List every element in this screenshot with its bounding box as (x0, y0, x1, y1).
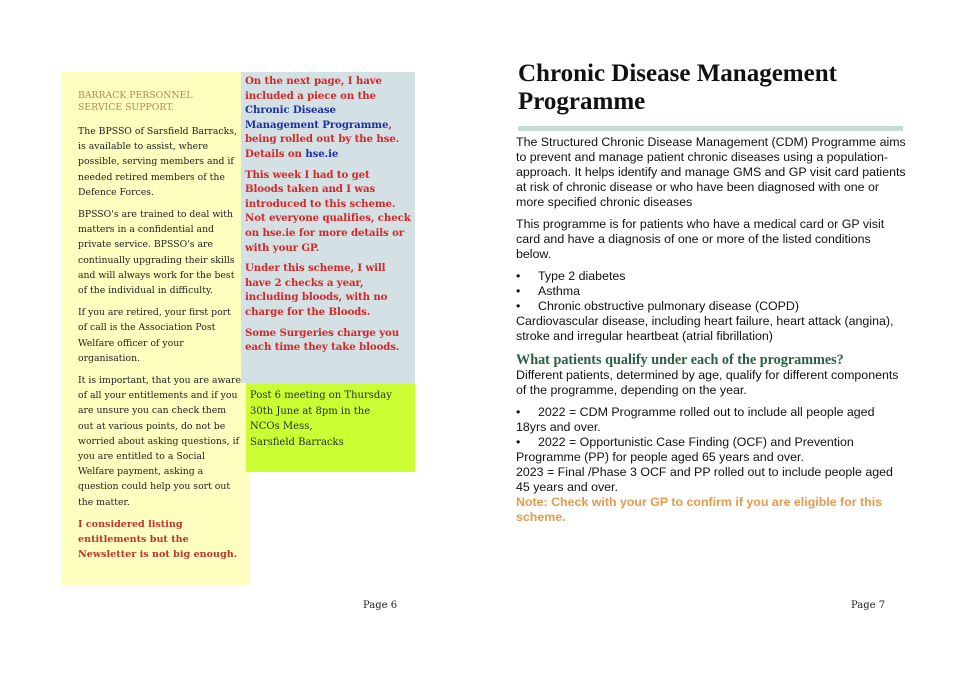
list-item (516, 405, 908, 435)
timeline-extra: 2023 = Final /Phase 3 OCF and PP rolled out to include people aged 45 years and over. (516, 465, 893, 494)
closing-note: I considered listing entitlements but the Newsletter is not big enough. (78, 518, 238, 561)
title-line: Programme (518, 88, 646, 115)
cdm-intro (245, 74, 411, 162)
section-heading: What patients qualify under each of the programmes? (516, 352, 844, 368)
title-divider (518, 126, 903, 131)
meeting-notice (250, 388, 409, 450)
page-title (518, 60, 918, 116)
meeting-line: NCOs Mess, (250, 421, 313, 432)
conditions-extra: Cardiovascular disease, including heart failure, heart attack (angina), stroke and irregular heartbeat (atrial fibrillation) (516, 314, 894, 343)
bullet-icon: • (516, 299, 521, 313)
meeting-line: Post 6 meeting on Thursday (250, 390, 392, 401)
eligibility-note: Note: Check with your GP to confirm if you are eligible for this scheme. (516, 495, 883, 524)
list-item (516, 284, 908, 299)
bullet-icon: • (516, 435, 521, 449)
condition-text: Asthma (538, 284, 581, 298)
conditions-list (516, 269, 908, 314)
intro-text: , being rolled out by the hse. Details on (245, 118, 400, 160)
condition-text: Type 2 diabetes (538, 269, 626, 283)
section-paragraph: Different patients, determined by age, qualify for different components of the programme, depending on the year. (516, 368, 899, 397)
hse-link[interactable]: hse.ie (305, 147, 339, 160)
bpsso-paragraph: It is important, that you are aware of all your entitlements and if you are unsure you can check them out at various points, do not be worried about asking questions, if you are entitled to a Social Welfare payment, asking a question could help you sort out the matter. (78, 375, 241, 508)
list-item (516, 299, 908, 314)
bullet-icon: • (516, 284, 521, 298)
bpsso-heading (78, 90, 242, 114)
list-item (516, 269, 908, 284)
meeting-line: 30th June at 8pm in the (250, 405, 371, 417)
heading-line: SERVICE SUPPORT. (78, 102, 175, 113)
cdm-notice-box (241, 72, 415, 383)
bpsso-paragraph: The BPSSO of Sarsfield Barracks, is available to assist, where possible, serving members and if needed retired members of the Defence Forces. (78, 126, 237, 198)
notice-paragraph: Some Surgeries charge you each time they take bloods. (245, 326, 400, 354)
bpsso-paragraph: BPSSO's are trained to deal with matters in a confidential and private service. BPSSO's are continually upgrading their skills and will always work for the best of the individual in difficulty. (78, 209, 235, 297)
heading-line: BARRACK PERSONNEL (78, 90, 193, 101)
meeting-line: Sarsfield Barracks (250, 436, 344, 448)
list-item (516, 435, 908, 465)
timeline-list (516, 405, 908, 465)
bullet-icon: • (516, 269, 521, 283)
cdm-article (516, 135, 908, 525)
intro-paragraph: The Structured Chronic Disease Management (CDM) Programme aims to prevent and manage patient chronic diseases using a population-approach. It helps identify and manage GMS and GP visit card patients at risk of chronic disease or who have been diagnosed with one or more specified chronic diseases (516, 135, 906, 209)
notice-paragraph: This week I had to get Bloods taken and I was introduced to this scheme. Not everyone qualifies, check on hse.ie for more details or with your GP. (245, 168, 411, 254)
condition-text: Chronic obstructive pulmonary disease (COPD) (538, 299, 799, 313)
page-number: Page 7 (851, 600, 886, 611)
notice-paragraph: Under this scheme, I will have 2 checks a year, including bloods, with no charge for the Bloods. (245, 262, 388, 318)
cdm-programme-name: Chronic Disease Management Programme (245, 104, 389, 131)
page-number: Page 6 (363, 600, 398, 611)
bpsso-paragraph: If you are retired, your first port of call is the Association Post Welfare officer of your organisation. (78, 307, 231, 364)
timeline-text: 2022 = Opportunistic Case Finding (OCF) and Prevention Programme (PP) for people aged 65 years and over. (516, 435, 854, 464)
intro-text: On the next page, I have included a piece on the (245, 75, 382, 102)
bpsso-info-box (61, 72, 250, 585)
eligibility-paragraph: This programme is for patients who have a medical card or GP visit card and have a diagnosis of one or more of the listed conditions below. (516, 217, 885, 261)
bullet-icon: • (516, 405, 521, 419)
title-line: Chronic Disease Management (518, 60, 837, 87)
timeline-text: 2022 = CDM Programme rolled out to include all people aged 18yrs and over. (516, 405, 875, 434)
meeting-notice-box (246, 383, 415, 472)
